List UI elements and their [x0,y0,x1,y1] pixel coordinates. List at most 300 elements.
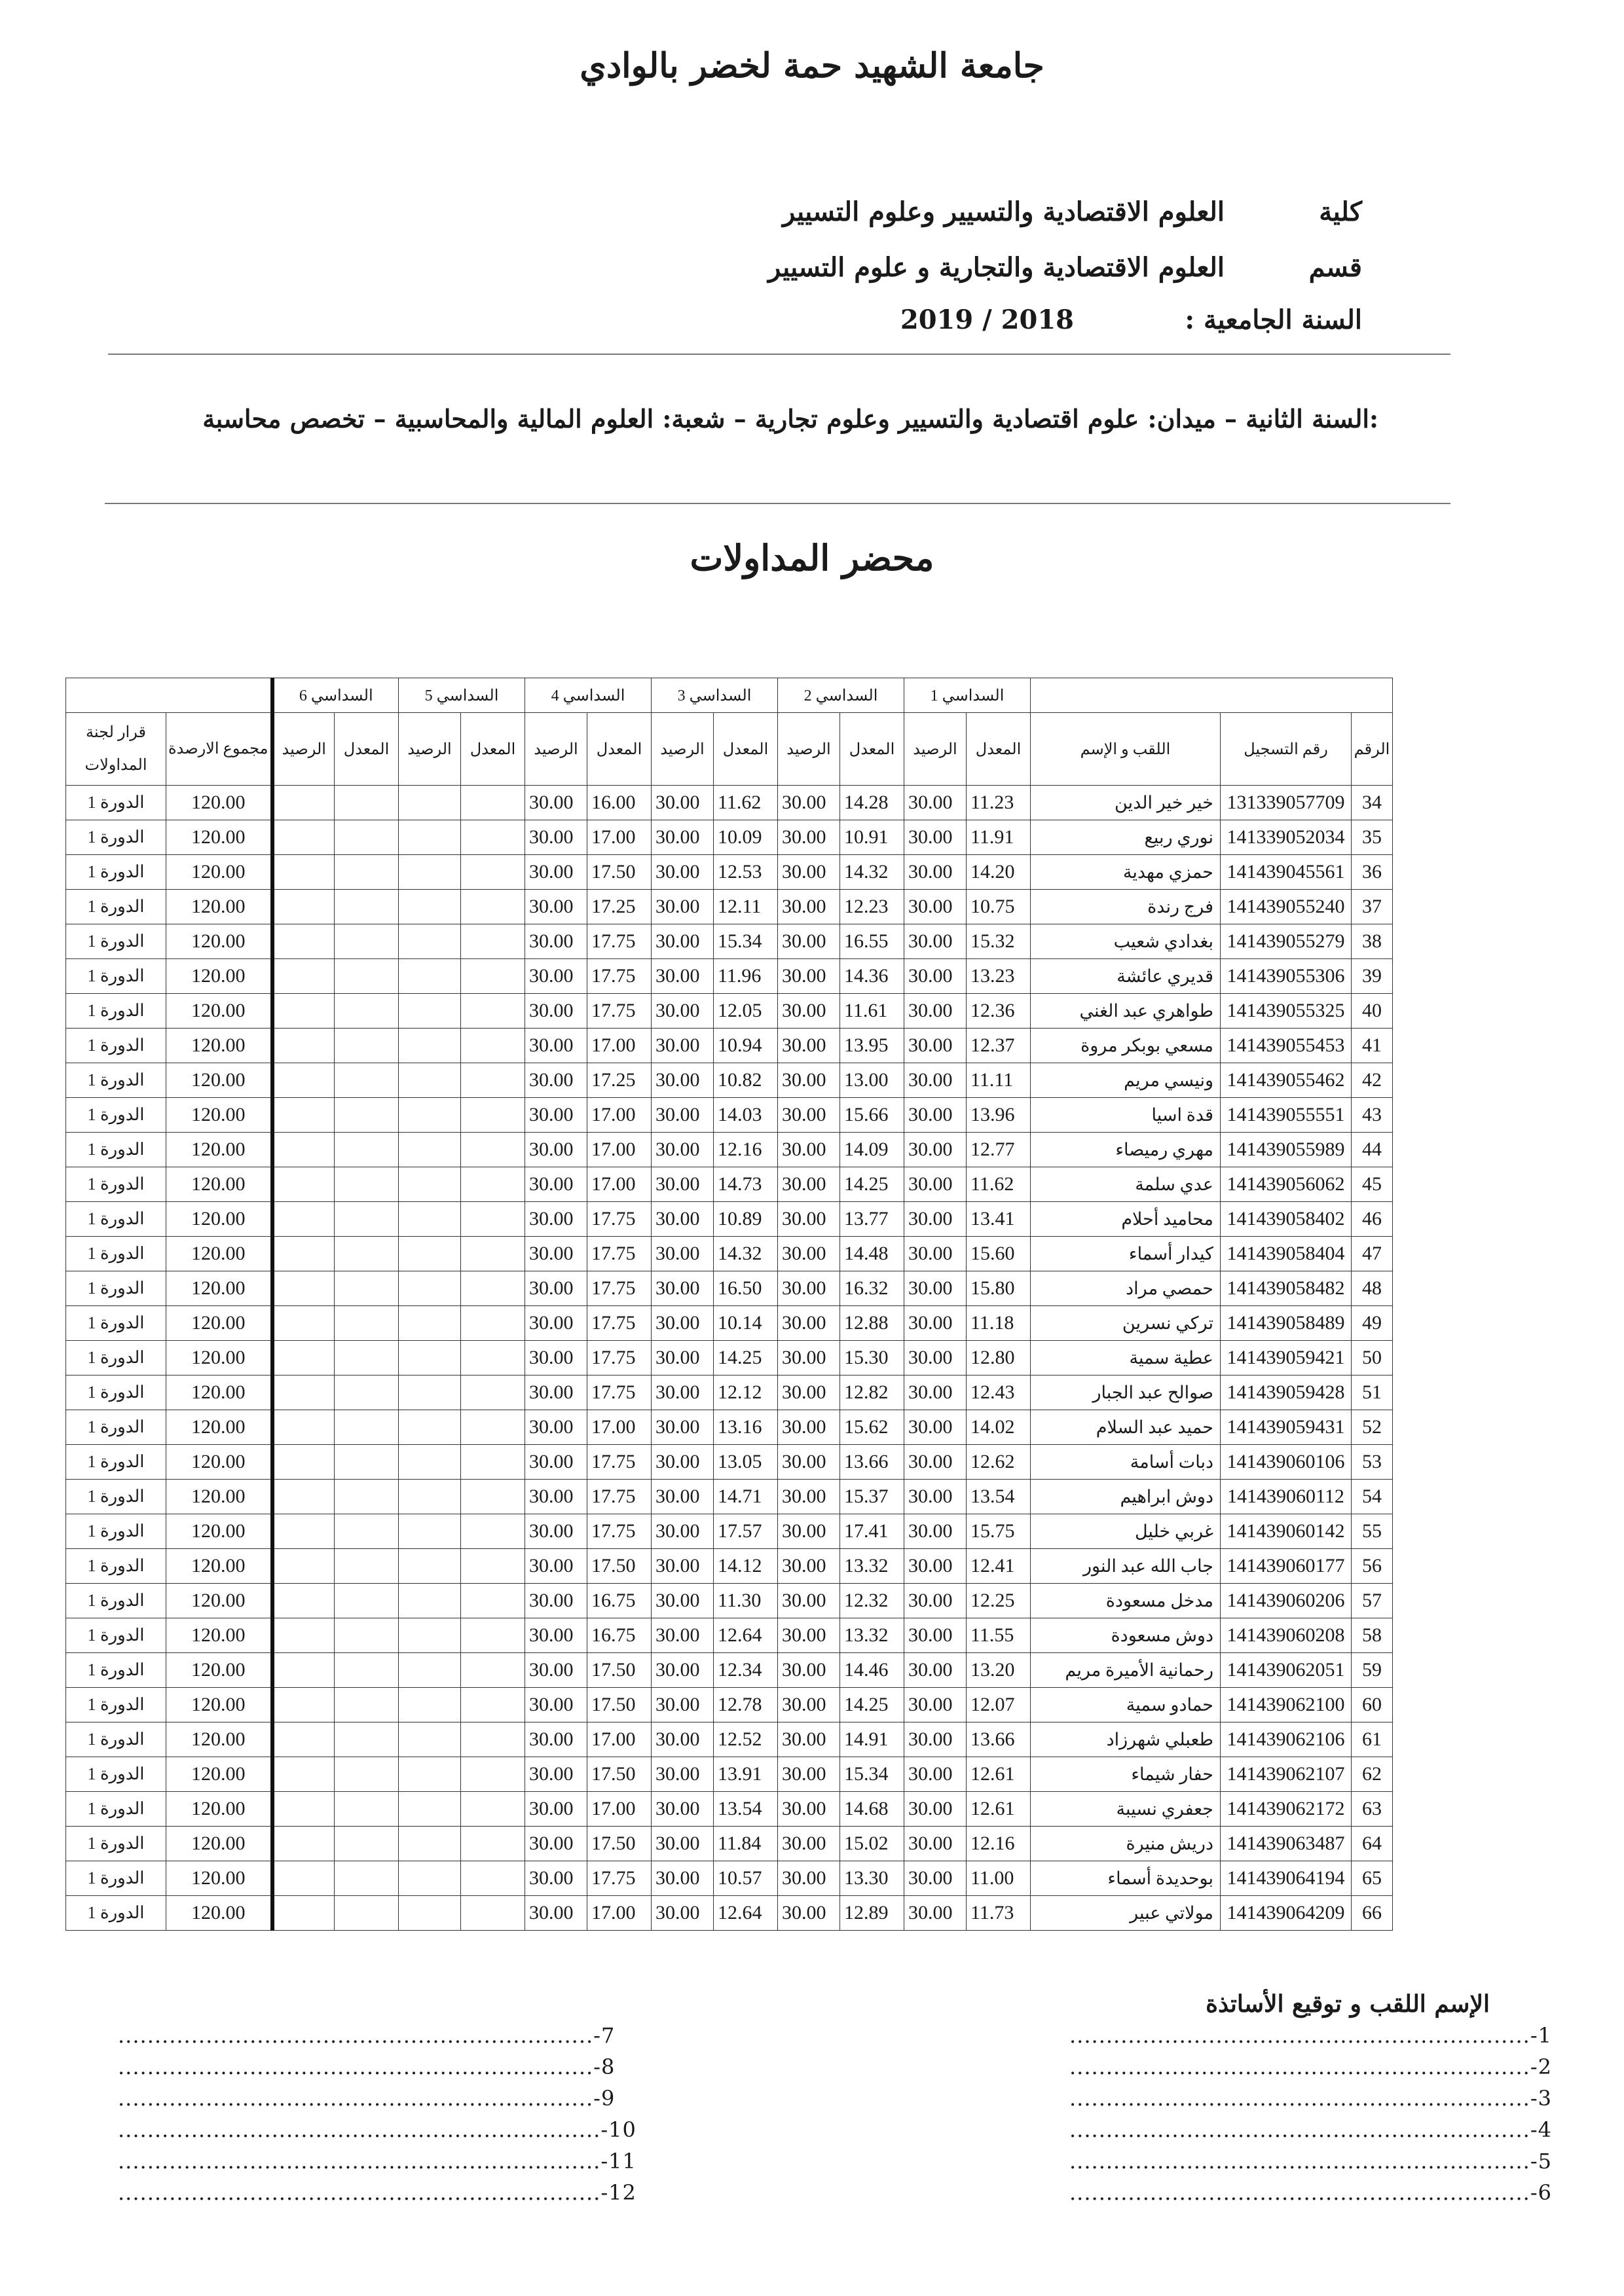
table-row [66,1098,1393,1133]
semester-1-average: 12.37 [967,1029,1031,1063]
semester-3-average: 10.94 [714,1029,778,1063]
semester-4-credit: 30.00 [525,1861,587,1896]
semester-1-credit: 30.00 [904,1098,967,1133]
semester-1-average: 15.60 [967,1237,1031,1271]
student-name: حميد عبد السلام [1031,1410,1221,1445]
semester-6-average [335,924,399,959]
semester-5-credit [399,1480,461,1514]
total-credits: 120.00 [166,1271,272,1306]
semester-1-average: 11.91 [967,820,1031,855]
semester-3-credit: 30.00 [652,1237,714,1271]
semester-6-credit [272,994,335,1029]
semester-4-average: 17.75 [587,1237,652,1271]
semester-5-average [461,1722,525,1757]
semester-6-average [335,1306,399,1341]
semester-6-credit [272,786,335,820]
semester-2-average: 14.25 [840,1688,904,1722]
semester-5-average [461,1757,525,1792]
table-row [66,820,1393,855]
semester-3-average: 12.53 [714,855,778,890]
row-number: 36 [1352,855,1393,890]
semester-5-average [461,994,525,1029]
semester-1-credit: 30.00 [904,924,967,959]
total-credits: 120.00 [166,1757,272,1792]
col-header-decision: قرار لجنة المداولات [66,713,166,786]
semester-2-credit: 30.00 [778,1827,840,1861]
signatures-title: الإسم اللقب و توقيع الأساتذة [1206,1990,1490,2018]
student-name: مسعي بوبكر مروة [1031,1029,1221,1063]
student-name: بوحديدة أسماء [1031,1861,1221,1896]
semester-3-credit: 30.00 [652,1827,714,1861]
student-name: مولاتي عبير [1031,1896,1221,1931]
semester-2-credit: 30.00 [778,1306,840,1341]
registration-number: 141439060177 [1221,1549,1352,1584]
registration-number: 141439059421 [1221,1341,1352,1376]
semester-6-average [335,1445,399,1480]
semester-2-credit: 30.00 [778,1584,840,1618]
semester-4-credit: 30.00 [525,959,587,994]
semester-1-average: 11.23 [967,786,1031,820]
committee-decision: الدورة 1 [66,1167,166,1202]
semester-3-credit: 30.00 [652,1133,714,1167]
student-name: عطية سمية [1031,1341,1221,1376]
table-row [66,1792,1393,1827]
student-name: مهري رميصاء [1031,1133,1221,1167]
student-name: جاب الله عبد النور [1031,1549,1221,1584]
semester-5-credit [399,1341,461,1376]
row-number: 61 [1352,1722,1393,1757]
semester-6-credit [272,1896,335,1931]
semester-3-average: 11.62 [714,786,778,820]
row-number: 46 [1352,1202,1393,1237]
registration-number: 141439062172 [1221,1792,1352,1827]
semester-5-average [461,1688,525,1722]
registration-number: 141439055462 [1221,1063,1352,1098]
semester-2-credit: 30.00 [778,1688,840,1722]
col-header-credit: الرصيد [525,713,587,786]
semester-1-credit: 30.00 [904,1271,967,1306]
semester-1-credit: 30.00 [904,1063,967,1098]
semester-2-average: 14.36 [840,959,904,994]
row-number: 34 [1352,786,1393,820]
table-row [66,1410,1393,1445]
row-number: 54 [1352,1480,1393,1514]
semester-1-average: 11.73 [967,1896,1031,1931]
committee-decision: الدورة 1 [66,1584,166,1618]
semester-6-average [335,1480,399,1514]
registration-number: 141439055989 [1221,1133,1352,1167]
semester-4-average: 16.00 [587,786,652,820]
semester-3-credit: 30.00 [652,1861,714,1896]
signature-line: ...............................................................-2 [1069,2054,1552,2079]
semester-4-average: 17.75 [587,1861,652,1896]
semester-1-credit: 30.00 [904,959,967,994]
student-name: كيدار أسماء [1031,1237,1221,1271]
semester-1-credit: 30.00 [904,1688,967,1722]
row-number: 42 [1352,1063,1393,1098]
signature-list-right [1069,2023,1552,2212]
semester-4-average: 16.75 [587,1584,652,1618]
semester-2-average: 14.25 [840,1167,904,1202]
semester-2-average: 11.61 [840,994,904,1029]
semester-4-average: 17.50 [587,855,652,890]
total-credits: 120.00 [166,994,272,1029]
semester-1-average: 11.18 [967,1306,1031,1341]
semester-5-average [461,924,525,959]
academic-year-row [445,304,1362,335]
total-credits: 120.00 [166,890,272,924]
semester-5-credit [399,1410,461,1445]
table-row [66,1167,1393,1202]
student-name: حمصي مراد [1031,1271,1221,1306]
divider-bottom [105,503,1450,504]
table-row [66,855,1393,890]
signature-line: .................................................................-9 [118,2086,616,2111]
table-row [66,1445,1393,1480]
semester-5-credit [399,1133,461,1167]
semester-5-credit [399,1584,461,1618]
semester-1-average: 12.61 [967,1757,1031,1792]
semester-5-average [461,1237,525,1271]
semester-4-credit: 30.00 [525,1202,587,1237]
student-name: دريش منيرة [1031,1827,1221,1861]
signature-line: ...............................................................-4 [1069,2117,1552,2142]
semester-1-average: 11.00 [967,1861,1031,1896]
semester-6-credit [272,855,335,890]
semester-1-average: 13.54 [967,1480,1031,1514]
table-row [66,1861,1393,1896]
col-header-avg: المعدل [461,713,525,786]
semester-5-average [461,1029,525,1063]
semester-2-average: 14.32 [840,855,904,890]
semester-5-credit [399,959,461,994]
row-number: 35 [1352,820,1393,855]
signature-line: .................................................................-7 [118,2023,616,2048]
semester-2-credit: 30.00 [778,959,840,994]
semester-6-credit [272,1445,335,1480]
semester-2-credit: 30.00 [778,1722,840,1757]
semester-5-average [461,786,525,820]
semester-2-credit: 30.00 [778,1271,840,1306]
semester-5-credit [399,1827,461,1861]
total-credits: 120.00 [166,1341,272,1376]
registration-number: 141439062100 [1221,1688,1352,1722]
committee-decision: الدورة 1 [66,1410,166,1445]
committee-decision: الدورة 1 [66,1480,166,1514]
semester-2-average: 13.00 [840,1063,904,1098]
semester-4-credit: 30.00 [525,1410,587,1445]
divider-top [108,354,1450,355]
committee-decision: الدورة 1 [66,1063,166,1098]
registration-number: 141439058482 [1221,1271,1352,1306]
student-name: خير خير الدين [1031,786,1221,820]
row-number: 50 [1352,1341,1393,1376]
registration-number: 141439055551 [1221,1098,1352,1133]
semester-5-credit [399,1029,461,1063]
committee-decision: الدورة 1 [66,1445,166,1480]
semester-3-credit: 30.00 [652,1306,714,1341]
semester-6-credit [272,1618,335,1653]
table-row [66,1202,1393,1237]
signature-line: ..................................................................-10 [118,2117,637,2142]
semester-6-header: السداسي 6 [272,678,399,713]
semester-1-credit: 30.00 [904,1653,967,1688]
semester-1-credit: 30.00 [904,1618,967,1653]
semester-2-credit: 30.00 [778,1445,840,1480]
semester-6-average [335,1133,399,1167]
col-header-avg: المعدل [714,713,778,786]
semester-5-average [461,1584,525,1618]
semester-4-average: 17.00 [587,1722,652,1757]
registration-number: 141439060106 [1221,1445,1352,1480]
semester-5-credit [399,1688,461,1722]
table-row [66,1480,1393,1514]
col-header-name: اللقب و الإسم [1031,713,1221,786]
semester-4-credit: 30.00 [525,1445,587,1480]
committee-decision: الدورة 1 [66,820,166,855]
table-row [66,1271,1393,1306]
col-header-avg: المعدل [587,713,652,786]
semester-4-average: 17.00 [587,1029,652,1063]
semester-2-average: 12.23 [840,890,904,924]
semester-4-header: السداسي 4 [525,678,652,713]
faculty-label: كلية [1319,196,1362,227]
semester-6-average [335,1376,399,1410]
semester-1-average: 15.80 [967,1271,1031,1306]
semester-5-credit [399,1306,461,1341]
row-number: 57 [1352,1584,1393,1618]
semester-3-average: 14.73 [714,1167,778,1202]
committee-decision: الدورة 1 [66,1549,166,1584]
semester-1-credit: 30.00 [904,1861,967,1896]
semester-4-credit: 30.00 [525,1896,587,1931]
semester-1-average: 12.25 [967,1584,1031,1618]
registration-number: 141439055306 [1221,959,1352,994]
total-credits: 120.00 [166,1167,272,1202]
committee-decision: الدورة 1 [66,1618,166,1653]
col-header-total-credits: مجموع الارصدة [166,713,272,786]
semester-5-credit [399,786,461,820]
registration-number: 141439062106 [1221,1722,1352,1757]
total-credits: 120.00 [166,1029,272,1063]
semester-2-credit: 30.00 [778,1237,840,1271]
committee-decision: الدورة 1 [66,1133,166,1167]
student-name: تركي نسرين [1031,1306,1221,1341]
semester-1-average: 12.41 [967,1549,1031,1584]
total-credits: 120.00 [166,1653,272,1688]
total-credits: 120.00 [166,1306,272,1341]
semester-3-average: 12.52 [714,1722,778,1757]
semester-6-average [335,1237,399,1271]
semester-1-header: السداسي 1 [904,678,1031,713]
committee-decision: الدورة 1 [66,786,166,820]
student-name: رحمانية الأميرة مريم [1031,1653,1221,1688]
table-row [66,1063,1393,1098]
semester-6-average [335,1063,399,1098]
semester-1-average: 12.80 [967,1341,1031,1376]
semester-2-header: السداسي 2 [778,678,904,713]
semester-2-average: 13.66 [840,1445,904,1480]
semester-6-average [335,1618,399,1653]
committee-decision: الدورة 1 [66,1029,166,1063]
department-label: قسم [1308,252,1362,283]
semester-6-average [335,1029,399,1063]
semester-4-credit: 30.00 [525,1618,587,1653]
student-name: فرج رندة [1031,890,1221,924]
semester-1-average: 12.16 [967,1827,1031,1861]
semester-4-credit: 30.00 [525,1133,587,1167]
semester-2-average: 14.68 [840,1792,904,1827]
semester-5-credit [399,1098,461,1133]
semester-1-average: 12.36 [967,994,1031,1029]
semester-3-credit: 30.00 [652,1445,714,1480]
semester-1-average: 12.77 [967,1133,1031,1167]
total-credits: 120.00 [166,1584,272,1618]
semester-3-average: 13.91 [714,1757,778,1792]
semester-5-credit [399,1792,461,1827]
semester-6-credit [272,959,335,994]
table-row [66,1133,1393,1167]
semester-2-credit: 30.00 [778,1618,840,1653]
semester-4-credit: 30.00 [525,1306,587,1341]
semester-2-credit: 30.00 [778,1792,840,1827]
committee-decision: الدورة 1 [66,1341,166,1376]
semester-4-credit: 30.00 [525,1063,587,1098]
semester-5-average [461,1167,525,1202]
semester-6-credit [272,1133,335,1167]
semester-5-average [461,1445,525,1480]
semester-4-average: 17.25 [587,1063,652,1098]
semester-2-credit: 30.00 [778,1653,840,1688]
semester-3-credit: 30.00 [652,1549,714,1584]
semester-1-credit: 30.00 [904,1549,967,1584]
semester-2-credit: 30.00 [778,1133,840,1167]
semester-2-credit: 30.00 [778,890,840,924]
semester-3-credit: 30.00 [652,1410,714,1445]
committee-decision: الدورة 1 [66,1306,166,1341]
semester-3-header: السداسي 3 [652,678,778,713]
semester-5-credit [399,1445,461,1480]
table-row [66,1618,1393,1653]
semester-5-average [461,1410,525,1445]
semester-3-average: 12.11 [714,890,778,924]
semester-4-average: 17.00 [587,1792,652,1827]
semester-2-credit: 30.00 [778,1861,840,1896]
semester-2-average: 15.37 [840,1480,904,1514]
row-number: 48 [1352,1271,1393,1306]
semester-2-average: 12.89 [840,1896,904,1931]
semester-4-credit: 30.00 [525,1029,587,1063]
semester-3-average: 14.12 [714,1549,778,1584]
semester-4-credit: 30.00 [525,1722,587,1757]
semester-6-credit [272,1757,335,1792]
semester-6-average [335,890,399,924]
row-number: 65 [1352,1861,1393,1896]
semester-5-credit [399,1549,461,1584]
semester-4-credit: 30.00 [525,1098,587,1133]
registration-number: 141439060208 [1221,1618,1352,1653]
semester-3-credit: 30.00 [652,1029,714,1063]
row-number: 55 [1352,1514,1393,1549]
total-credits: 120.00 [166,1722,272,1757]
student-name: نوري ربيع [1031,820,1221,855]
semester-2-credit: 30.00 [778,1480,840,1514]
table-row [66,786,1393,820]
semester-3-credit: 30.00 [652,786,714,820]
semester-6-credit [272,1861,335,1896]
col-header-credit: الرصيد [652,713,714,786]
semester-6-credit [272,1792,335,1827]
semester-5-credit [399,1202,461,1237]
semester-4-credit: 30.00 [525,1757,587,1792]
semester-3-credit: 30.00 [652,959,714,994]
student-name: صوالح عبد الجبار [1031,1376,1221,1410]
semester-1-credit: 30.00 [904,1792,967,1827]
signature-line: ...............................................................-5 [1069,2149,1552,2174]
semester-5-average [461,820,525,855]
total-credits: 120.00 [166,1133,272,1167]
semester-4-average: 17.25 [587,890,652,924]
total-credits: 120.00 [166,1688,272,1722]
semester-4-average: 17.75 [587,924,652,959]
semester-2-credit: 30.00 [778,1514,840,1549]
semester-4-average: 17.75 [587,959,652,994]
semester-2-average: 14.09 [840,1133,904,1167]
registration-number: 141439045561 [1221,855,1352,890]
semester-5-average [461,1827,525,1861]
semester-4-average: 17.75 [587,1306,652,1341]
semester-3-credit: 30.00 [652,855,714,890]
semester-2-average: 12.32 [840,1584,904,1618]
table-row [66,1237,1393,1271]
semester-6-credit [272,1549,335,1584]
semester-6-average [335,994,399,1029]
table-row [66,1757,1393,1792]
row-number: 45 [1352,1167,1393,1202]
semester-5-average [461,1549,525,1584]
committee-decision: الدورة 1 [66,1792,166,1827]
semester-6-average [335,855,399,890]
student-name: غربي خليل [1031,1514,1221,1549]
semester-3-credit: 30.00 [652,1098,714,1133]
semester-6-credit [272,820,335,855]
header-spacer [66,678,272,713]
semester-6-credit [272,890,335,924]
academic-year-value: 2019 / 2018 [900,304,1074,335]
semester-2-credit: 30.00 [778,994,840,1029]
registration-number: 141439059428 [1221,1376,1352,1410]
student-name: قديري عائشة [1031,959,1221,994]
semester-5-credit [399,820,461,855]
row-number: 52 [1352,1410,1393,1445]
semester-3-average: 14.03 [714,1098,778,1133]
table-row [66,890,1393,924]
table-row [66,1688,1393,1722]
col-header-avg: المعدل [840,713,904,786]
semester-6-average [335,820,399,855]
semester-1-credit: 30.00 [904,855,967,890]
signature-line: .................................................................-8 [118,2054,616,2079]
semester-1-credit: 30.00 [904,1827,967,1861]
semester-6-credit [272,1722,335,1757]
semester-3-average: 14.32 [714,1237,778,1271]
committee-decision: الدورة 1 [66,1271,166,1306]
semester-6-average [335,1584,399,1618]
semester-3-credit: 30.00 [652,1063,714,1098]
semester-3-average: 16.50 [714,1271,778,1306]
semester-6-average [335,1757,399,1792]
semester-4-credit: 30.00 [525,1341,587,1376]
